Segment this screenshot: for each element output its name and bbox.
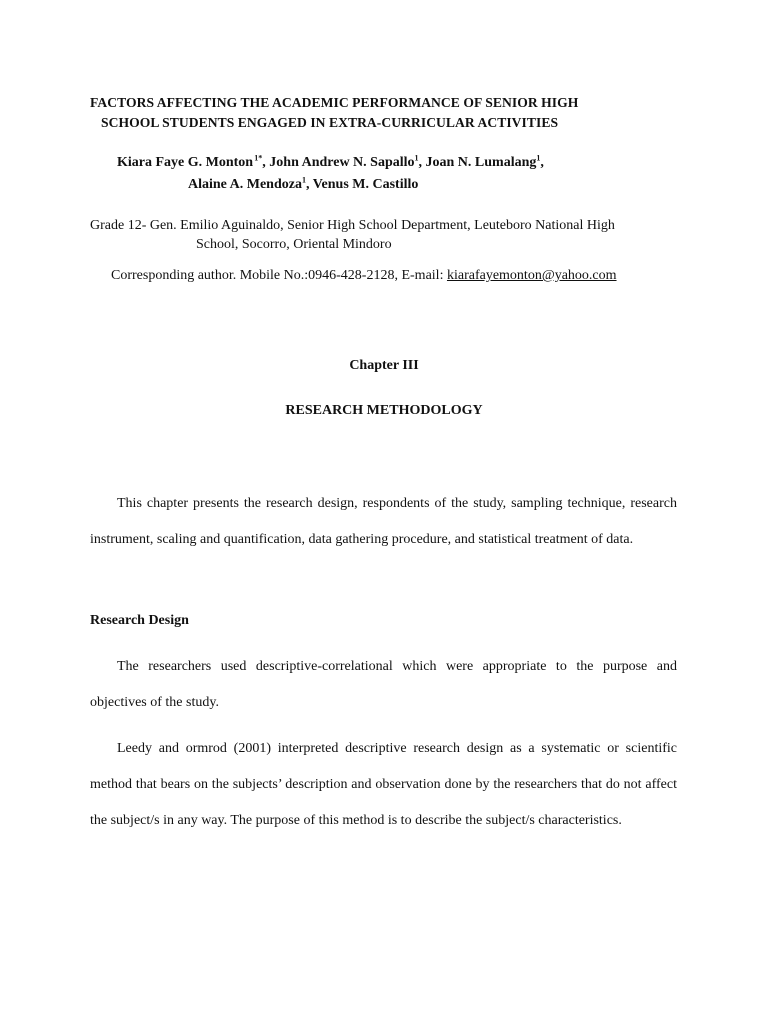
author-name: Venus M. Castillo bbox=[312, 177, 419, 192]
corresponding-author bbox=[111, 266, 617, 285]
author-name: Kiara Faye G. Monton bbox=[117, 155, 254, 170]
email-link[interactable]: kiarafayemonton@yahoo.com bbox=[446, 268, 617, 283]
author-separator: , bbox=[418, 155, 426, 170]
author-name: Alaine A. Mendoza bbox=[188, 177, 302, 192]
affiliation-line-2: School, Socorro, Oriental Mindoro bbox=[196, 237, 392, 252]
research-design-paragraph-2: Leedy and ormrod (2001) interpreted descriptive research design as a systematic or scientific method that bears on the subjects’ description and observation done by the researchers that do not affect the subject/s in any way. The purpose of this method is to describe the subject/s characteristics. bbox=[90, 741, 677, 828]
chapter-title: RESEARCH METHODOLOGY bbox=[285, 403, 483, 418]
paper-title-line-2: SCHOOL STUDENTS ENGAGED IN EXTRA-CURRICULAR ACTIVITIES bbox=[101, 115, 559, 130]
author-affiliation-mark: 1 bbox=[414, 153, 419, 163]
corresponding-author-label: Corresponding author. Mobile No.:0946-428-2128, E-mail: bbox=[111, 268, 447, 283]
affiliation-line-1: Grade 12- Gen. Emilio Aguinaldo, Senior High School Department, Leuteboro National High bbox=[90, 218, 615, 233]
paper-title-line-1: FACTORS AFFECTING THE ACADEMIC PERFORMANCE OF SENIOR HIGH bbox=[90, 95, 579, 110]
author-separator: , bbox=[305, 177, 313, 192]
author-affiliation-mark: 1 bbox=[536, 153, 541, 163]
author-affiliation-mark: 1 bbox=[301, 175, 306, 185]
chapter-label: Chapter III bbox=[349, 358, 419, 373]
author-affiliation-mark: 1* bbox=[254, 153, 263, 163]
author-separator: , bbox=[262, 155, 270, 170]
research-design-paragraph-1: The researchers used descriptive-correlational which were appropriate to the purpose and objectives of the study. bbox=[90, 659, 677, 710]
author-name: John Andrew N. Sapallo bbox=[269, 155, 415, 170]
author-separator: , bbox=[540, 155, 544, 170]
section-heading-research-design: Research Design bbox=[90, 613, 189, 628]
author-line-2 bbox=[188, 172, 418, 198]
author-name: Joan N. Lumalang bbox=[425, 155, 537, 170]
intro-paragraph: This chapter presents the research design, respondents of the study, sampling technique, research instrument, scaling and quantification, data gathering procedure, and statistical treatment of data. bbox=[90, 496, 677, 547]
